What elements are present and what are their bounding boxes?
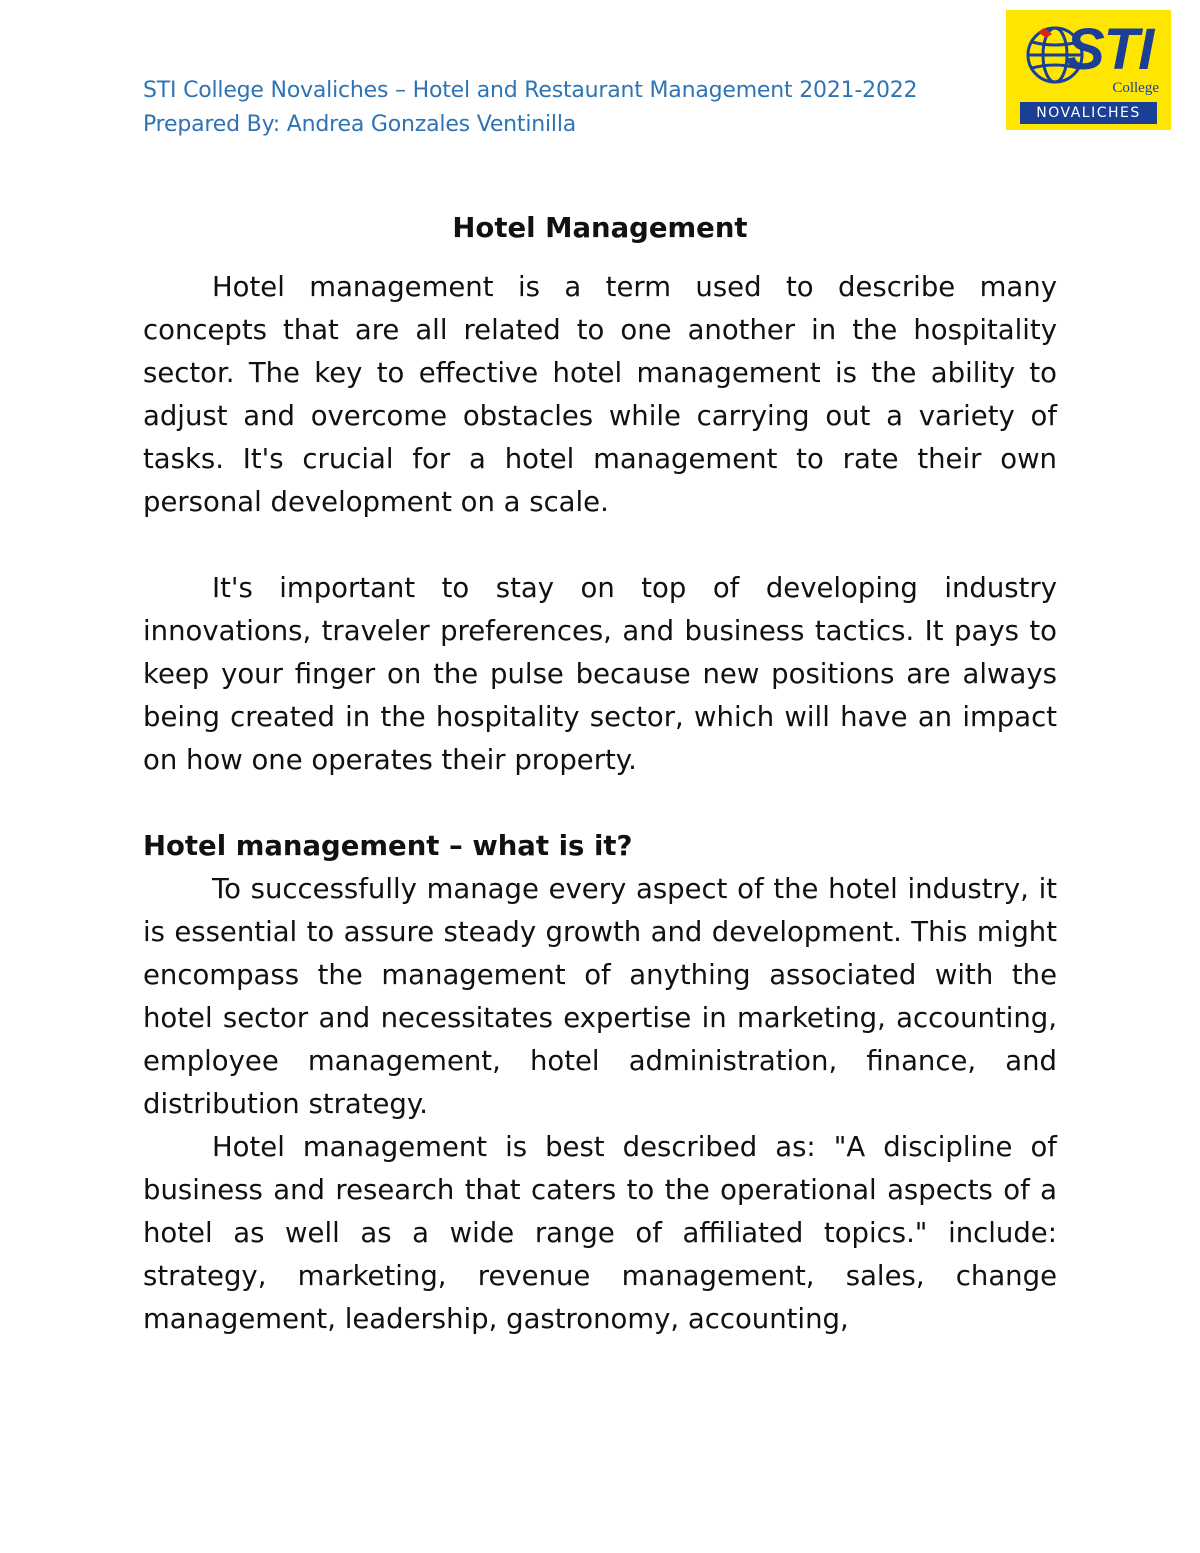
intro-paragraph-2: It's important to stay on top of developing industry innovations, traveler preferences, and business tactics. It pays to keep your finger on the pulse because new positions are always being created in the hospitality sector, which will have an impact on how one operates their property. <box>143 572 1057 776</box>
paragraph-spacer <box>143 782 1057 825</box>
document-header <box>143 74 1003 142</box>
header-author-line: Prepared By: Andrea Gonzales Ventinilla <box>143 112 577 137</box>
logo-wordmark: STI <box>1066 17 1154 82</box>
intro-paragraph-1: Hotel management is a term used to describe many concepts that are all related to one another in the hospitality sector. The key to effective hotel management is the ability to adjust and overcome obstacles while carrying out a variety of tasks. It's crucial for a hotel management to rate their own personal development on a scale. <box>143 271 1057 518</box>
section-paragraph-1: To successfully manage every aspect of the hotel industry, it is essential to assure steady growth and development. This might encompass the management of anything associated with the hotel sector and necessitates expertise in marketing, accounting, employee management, hotel administration, finance, and distribution strategy. <box>143 873 1057 1120</box>
sti-college-logo <box>1006 10 1171 130</box>
section-paragraph-2: Hotel management is best described as: "A discipline of business and research that caters to the operational aspects of a hotel as well as a wide range of affiliated topics." include: strategy, marketing, revenue management, sales, change management, leadership, gastronomy, accounting, <box>143 1131 1057 1335</box>
header-course-line: STI College Novaliches – Hotel and Restaurant Management 2021-2022 <box>143 78 918 103</box>
logo-college-label: College <box>1112 80 1159 96</box>
section-heading: Hotel management – what is it? <box>143 830 633 862</box>
document-body <box>143 207 1057 1341</box>
document-title: Hotel Management <box>452 212 748 244</box>
paragraph-spacer <box>143 524 1057 567</box>
logo-campus-band: NOVALICHES <box>1020 102 1157 124</box>
